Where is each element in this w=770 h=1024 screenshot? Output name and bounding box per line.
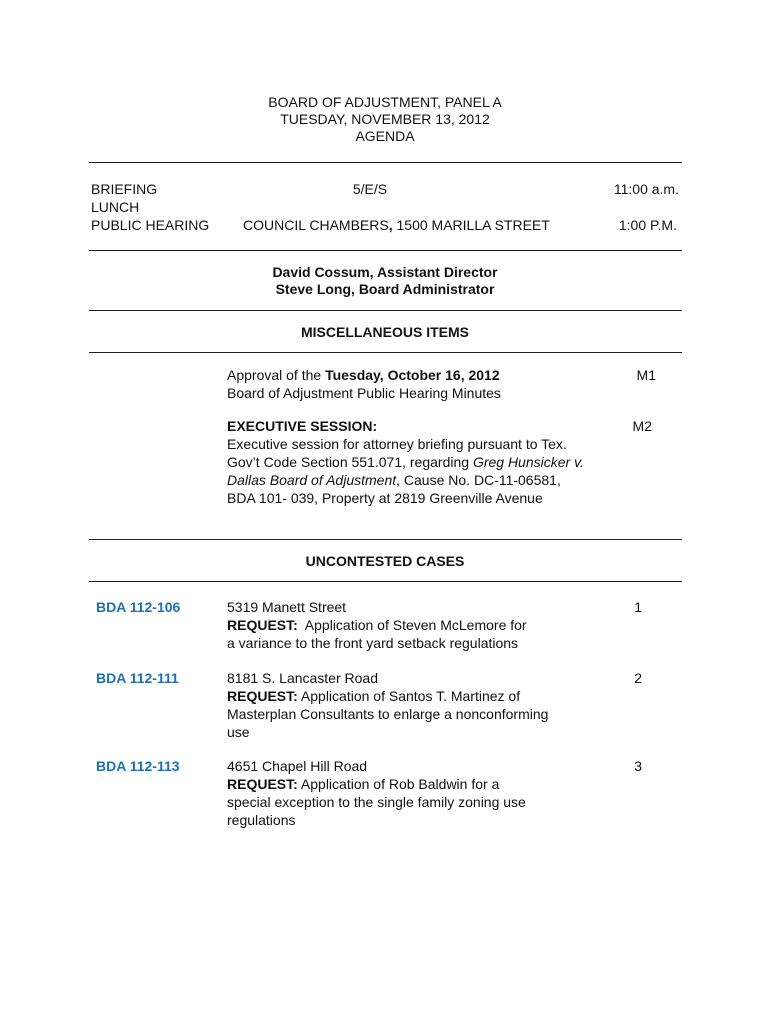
- request-text-2a: Application of Santos T. Martinez of: [297, 688, 521, 704]
- case-request-2: [227, 687, 627, 705]
- request-text-1b: a variance to the front yard setback regulations: [227, 635, 519, 651]
- divider-6: [89, 581, 682, 582]
- hearing-time: 1:00 P.M.: [618, 217, 677, 233]
- m2-title: EXECUTIVE SESSION:: [227, 418, 378, 434]
- hearing-location-name: COUNCIL CHAMBERS: [243, 217, 389, 233]
- request-text-2b: Masterplan Consultants to enlarge a nonconforming: [227, 706, 549, 722]
- briefing-location: 5/E/S: [352, 181, 388, 197]
- m2-cause-number: , Cause No. DC-11-06581,: [396, 472, 561, 488]
- hearing-location-street: 1500 MARILLA STREET: [392, 217, 550, 233]
- board-administrator: Steve Long, Board Administrator: [275, 281, 495, 297]
- request-label-3: REQUEST:: [227, 776, 298, 792]
- m2-case-name-cont: Dallas Board of Adjustment: [227, 472, 397, 488]
- divider-4: [89, 352, 682, 353]
- divider-3: [89, 310, 682, 311]
- hearing-location-comma: ,: [388, 217, 393, 233]
- m2-line1: Executive session for attorney briefing pursuant to Tex.: [227, 436, 567, 452]
- m2-case-name: Greg Hunsicker v.: [472, 454, 584, 470]
- m1-number: M1: [636, 367, 656, 383]
- request-text-2c: use: [227, 724, 250, 740]
- case-number-2: 2: [634, 670, 642, 686]
- briefing-time: 11:00 a.m.: [613, 181, 679, 197]
- hearing-location: [243, 216, 550, 234]
- agenda-title: AGENDA: [355, 128, 415, 144]
- divider-2: [89, 250, 682, 251]
- case-address-2: 8181 S. Lancaster Road: [227, 670, 378, 686]
- uncontested-heading: UNCONTESTED CASES: [305, 553, 465, 569]
- case-number-3: 3: [634, 758, 642, 774]
- case-number-1: 1: [634, 599, 642, 615]
- staff-block: [0, 264, 770, 298]
- misc-heading: MISCELLANEOUS ITEMS: [300, 324, 469, 340]
- agenda-header: [0, 94, 770, 145]
- board-title: BOARD OF ADJUSTMENT, PANEL A: [268, 94, 502, 110]
- request-label-2: REQUEST:: [227, 688, 298, 704]
- m2-number: M2: [632, 418, 652, 434]
- case-id-3: BDA 112-113: [96, 758, 180, 774]
- request-text-3a: Application of Rob Baldwin for a: [297, 776, 500, 792]
- m2-line2: [227, 453, 647, 471]
- meeting-date: TUESDAY, NOVEMBER 13, 2012: [280, 111, 490, 127]
- case-id-1: BDA 112-106: [96, 599, 181, 615]
- case-details-1: [227, 598, 627, 652]
- assistant-director: David Cossum, Assistant Director: [272, 264, 498, 280]
- request-text-3b: special exception to the single family zoning use: [227, 794, 526, 810]
- misc-item-m2: [227, 417, 647, 507]
- m1-date: Tuesday, October 16, 2012: [325, 367, 500, 383]
- schedule-labels: [91, 180, 209, 234]
- case-id-2: BDA 112-111: [96, 670, 179, 686]
- m1-prefix: Approval of the: [227, 367, 326, 383]
- case-details-3: [227, 757, 627, 829]
- divider-1: [89, 162, 682, 163]
- case-request-1: [227, 616, 627, 634]
- m2-line4: BDA 101- 039, Property at 2819 Greenville Avenue: [227, 490, 543, 506]
- m2-line2-text: Gov’t Code Section 551.071, regarding: [227, 454, 473, 470]
- case-address-3: 4651 Chapel Hill Road: [227, 758, 368, 774]
- request-text-1a: Application of Steven McLemore for: [297, 617, 527, 633]
- m1-line2: Board of Adjustment Public Hearing Minutes: [227, 385, 501, 401]
- briefing-label: BRIEFING: [91, 181, 158, 197]
- case-request-3: [227, 775, 627, 793]
- m1-line1: [227, 366, 627, 384]
- case-details-2: [227, 669, 627, 741]
- request-label-1: REQUEST:: [227, 617, 298, 633]
- case-address-1: 5319 Manett Street: [227, 599, 347, 615]
- m2-line3: [227, 471, 647, 489]
- request-text-3c: regulations: [227, 812, 296, 828]
- divider-5: [89, 539, 682, 540]
- public-hearing-label: PUBLIC HEARING: [91, 217, 210, 233]
- misc-item-m1: [227, 366, 627, 402]
- lunch-label: LUNCH: [91, 199, 140, 215]
